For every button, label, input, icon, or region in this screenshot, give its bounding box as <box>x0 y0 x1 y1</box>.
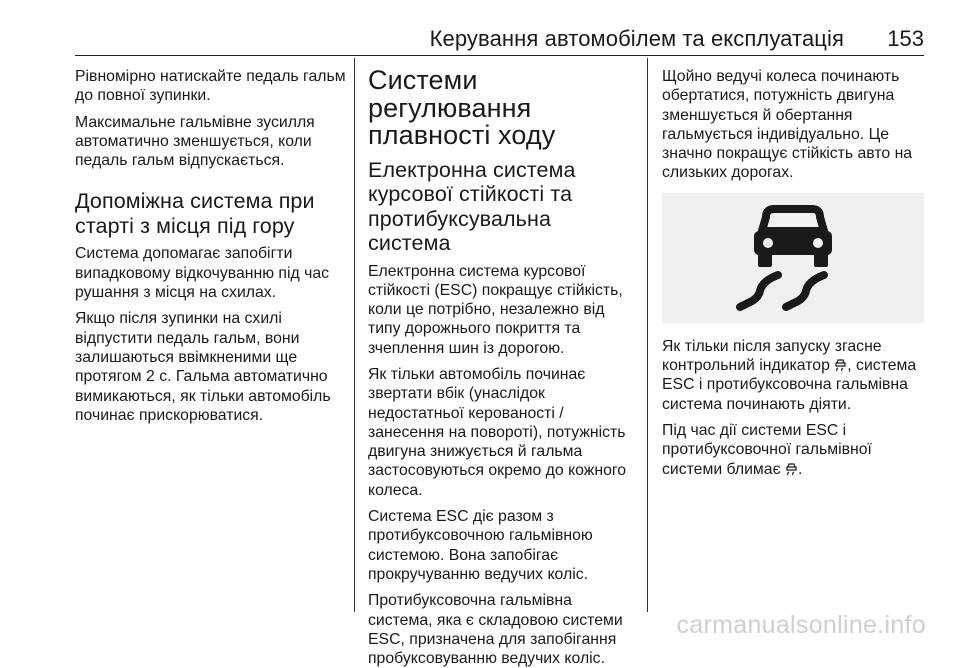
esc-indicator-figure <box>662 193 924 323</box>
column-1 <box>75 58 347 612</box>
column-3 <box>662 58 930 612</box>
paragraph: Протибуксовочна гальмівна система, яка є складовою системи ESC, призначена для запобігання пробуксовуванню ведучих коліс. <box>368 592 623 668</box>
esc-indicator-icon <box>834 358 847 372</box>
running-header-title: Керування автомобілем та експлуатація <box>429 26 844 51</box>
page-header <box>0 0 960 58</box>
column-2 <box>368 58 638 668</box>
paragraph: Рівномірно натискайте педаль гальм до повної зупинки. <box>75 68 346 105</box>
column-divider-right <box>647 58 648 612</box>
subsection-heading-esc: Електронна система курсової стійкості та протибуксувальна система <box>368 157 576 255</box>
paragraph: Якщо після зупинки на схилі відпустити педаль гальм, вони залишаються ввімкненими ще протягом 2 с. Гальма автоматично вимикаються, як тільки автомобіль починає прискорюватися. <box>75 310 331 424</box>
watermark: carmanualsonline.info <box>676 611 926 639</box>
paragraph: Система ESC діє разом з протибуксовочною гальмівною системою. Вона запобігає прокручуванню ведучих коліс. <box>368 508 593 583</box>
paragraph: Щойно ведучі колеса починають обертатися, потужність двигуна зменшується й обертання гальмується індивідуально. Це значно покращує стійкість авто на слизьких дорогах. <box>662 68 913 182</box>
page-number: 153 <box>887 26 924 51</box>
header-divider <box>75 55 924 56</box>
section-heading-hill-start-assist: Допоміжна система при старті з місця під гору <box>75 189 315 238</box>
esc-indicator-icon <box>785 462 798 476</box>
column-divider-left <box>354 58 355 612</box>
paragraph: Під час дії системи ESC і протибуксовочної гальмівної системи блимає . <box>662 421 872 478</box>
paragraph: Електронна система курсової стійкості (ESC) покращує стійкість, коли це потрібно, незалежно від типу дорожнього покриття та зчеплення шин із дорогою. <box>368 262 623 357</box>
paragraph: Система допомагає запобігти випадковому відкочуванню під час рушання з місця на схилах. <box>75 245 330 302</box>
esc-skidding-car-icon <box>662 193 924 323</box>
paragraph: Максимальне гальмівне зусилля автоматично зменшується, коли педаль гальм відпускається. <box>75 113 315 170</box>
paragraph: Як тільки автомобіль починає звертати вбік (унаслідок недостатньої керованості / занесення на повороті), потужність двигуна знижується й гальма застосовуються окремо до кожного колеса. <box>368 365 627 499</box>
section-heading-driving-control-systems: Системи регулювання плавності ходу <box>368 65 556 150</box>
paragraph: Як тільки після запуску згасне контрольний індикатор , система ESC і протибуксовочна гальмівна система починають діяти. <box>662 337 917 413</box>
